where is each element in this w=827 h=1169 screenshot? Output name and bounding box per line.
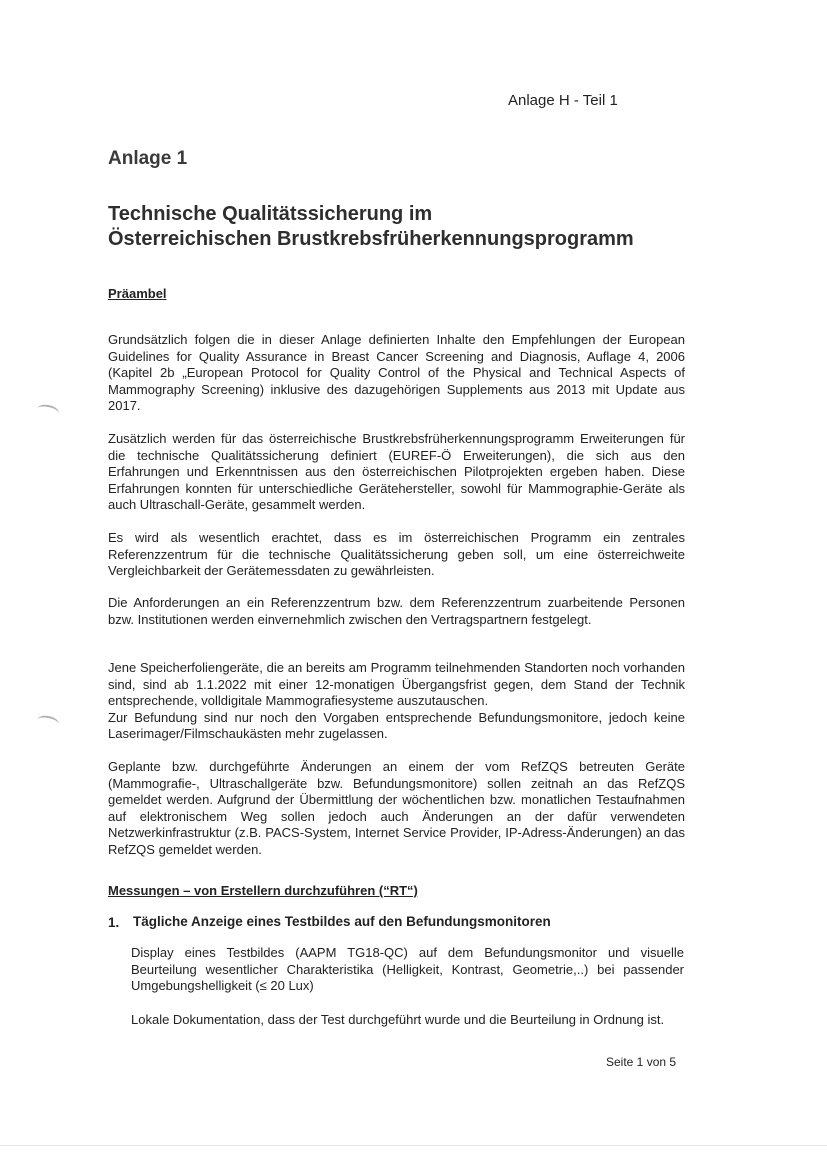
document-title-line-2: Österreichischen Brustkrebsfrüherkennungsprogramm [108, 228, 634, 250]
appendix-title: Anlage 1 [108, 148, 188, 169]
paragraph-changes: Geplante bzw. durchgeführte Änderungen an einem der vom RefZQS betreuten Geräte (Mammografie-, Ultraschallgeräte bzw. Befundungsmonitore) sollen zeitnah an das RefZQS gemeldet werden. Aufgrund der Übermittlung der wöchentlichen bzw. monatlichen Testaufnahmen auf elektronischem Weg sollen jedoch auch Änderungen an der dafür verwendeten Netzwerkinfrastruktur (z.B. PACS-System, Internet Service Provider, IP-Adress-Änderungen) an das RefZQS gemeldet werden. [108, 759, 685, 857]
paragraph-extensions: Zusätzlich werden für das österreichische Brustkrebsfrüherkennungsprogramm Erweiterungen für die technische Qualitätssicherung definiert (EUREF-Ö Erweiterungen), die sich aus den Erfahrungen und Erkenntnissen aus den österreichischen Pilotprojekten ergeben haben. Diese Erfahrungen konnten für unterschiedliche Gerätehersteller, sowohl für Mammographie-Geräte als auch Ultraschall-Geräte, gesammelt werden. [108, 431, 685, 512]
page-number: Seite 1 von 5 [606, 1055, 677, 1069]
paragraph-storage-foil [108, 660, 685, 743]
item-documentation: Lokale Dokumentation, dass der Test durchgeführt wurde und die Beurteilung in Ordnung ist. [131, 1012, 665, 1027]
scan-edge-line [0, 1145, 827, 1146]
paragraph-reference-center: Es wird als wesentlich erachtet, dass es im österreichischen Programm ein zentrales Referenzzentrum für die technische Qualitätssicherung geben soll, um eine österreichweite Vergleichbarkeit der Gerätemessdaten zu gewährleisten. [108, 530, 685, 578]
document-title-line-1: Technische Qualitätssicherung im [108, 203, 433, 225]
punch-hole-mark [36, 714, 60, 730]
preamble-heading: Präambel [108, 286, 167, 301]
item-title: Tägliche Anzeige eines Testbildes auf den Befundungsmonitoren [133, 914, 551, 929]
paragraph-monitors-text: Zur Befundung sind nur noch den Vorgaben entsprechende Befundungsmonitore, jedoch keine Laserimager/Filmschaukästen mehr zugelassen. [108, 709, 685, 741]
measurements-heading: Messungen – von Erstellern durchzuführen (“RT“) [108, 883, 418, 898]
paragraph-requirements: Die Anforderungen an ein Referenzzentrum bzw. dem Referenzzentrum zuarbeitende Personen bzw. Institutionen werden einvernehmlich zwischen den Vertragspartnern festgelegt. [108, 595, 685, 627]
item-description: Display eines Testbildes (AAPM TG18-QC) auf dem Befundungsmonitor und visuelle Beurteilung wesentlicher Charakteristika (Helligkeit, Kontrast, Geometrie,..) bei passender Umgebungshelligkeit (≤ 20 Lux) [131, 945, 684, 993]
item-number: 1. [108, 915, 120, 930]
document-title [108, 202, 634, 252]
paragraph-storage-foil-text: Jene Speicherfoliengeräte, die an bereits am Programm teilnehmenden Standorten noch vorhanden sind, sind ab 1.1.2022 mit einer 12-monatigen Übergangsfrist gegen, dem Stand der Technik entsprechende, volldigitale Mammografiesysteme auszutauschen. [108, 660, 685, 708]
paragraph-guidelines: Grundsätzlich folgen die in dieser Anlage definierten Inhalte den Empfehlungen der European Guidelines for Quality Assurance in Breast Cancer Screening and Diagnosis, Auflage 4, 2006 (Kapitel 2b „European Protocol for Quality Control of the Physical and Technical Aspects of Mammography Screening) inklusive des dazugehörigen Supplements aus 2013 mit Update aus 2017. [108, 332, 685, 413]
punch-hole-mark [36, 403, 60, 419]
document-reference: Anlage H - Teil 1 [508, 92, 618, 109]
